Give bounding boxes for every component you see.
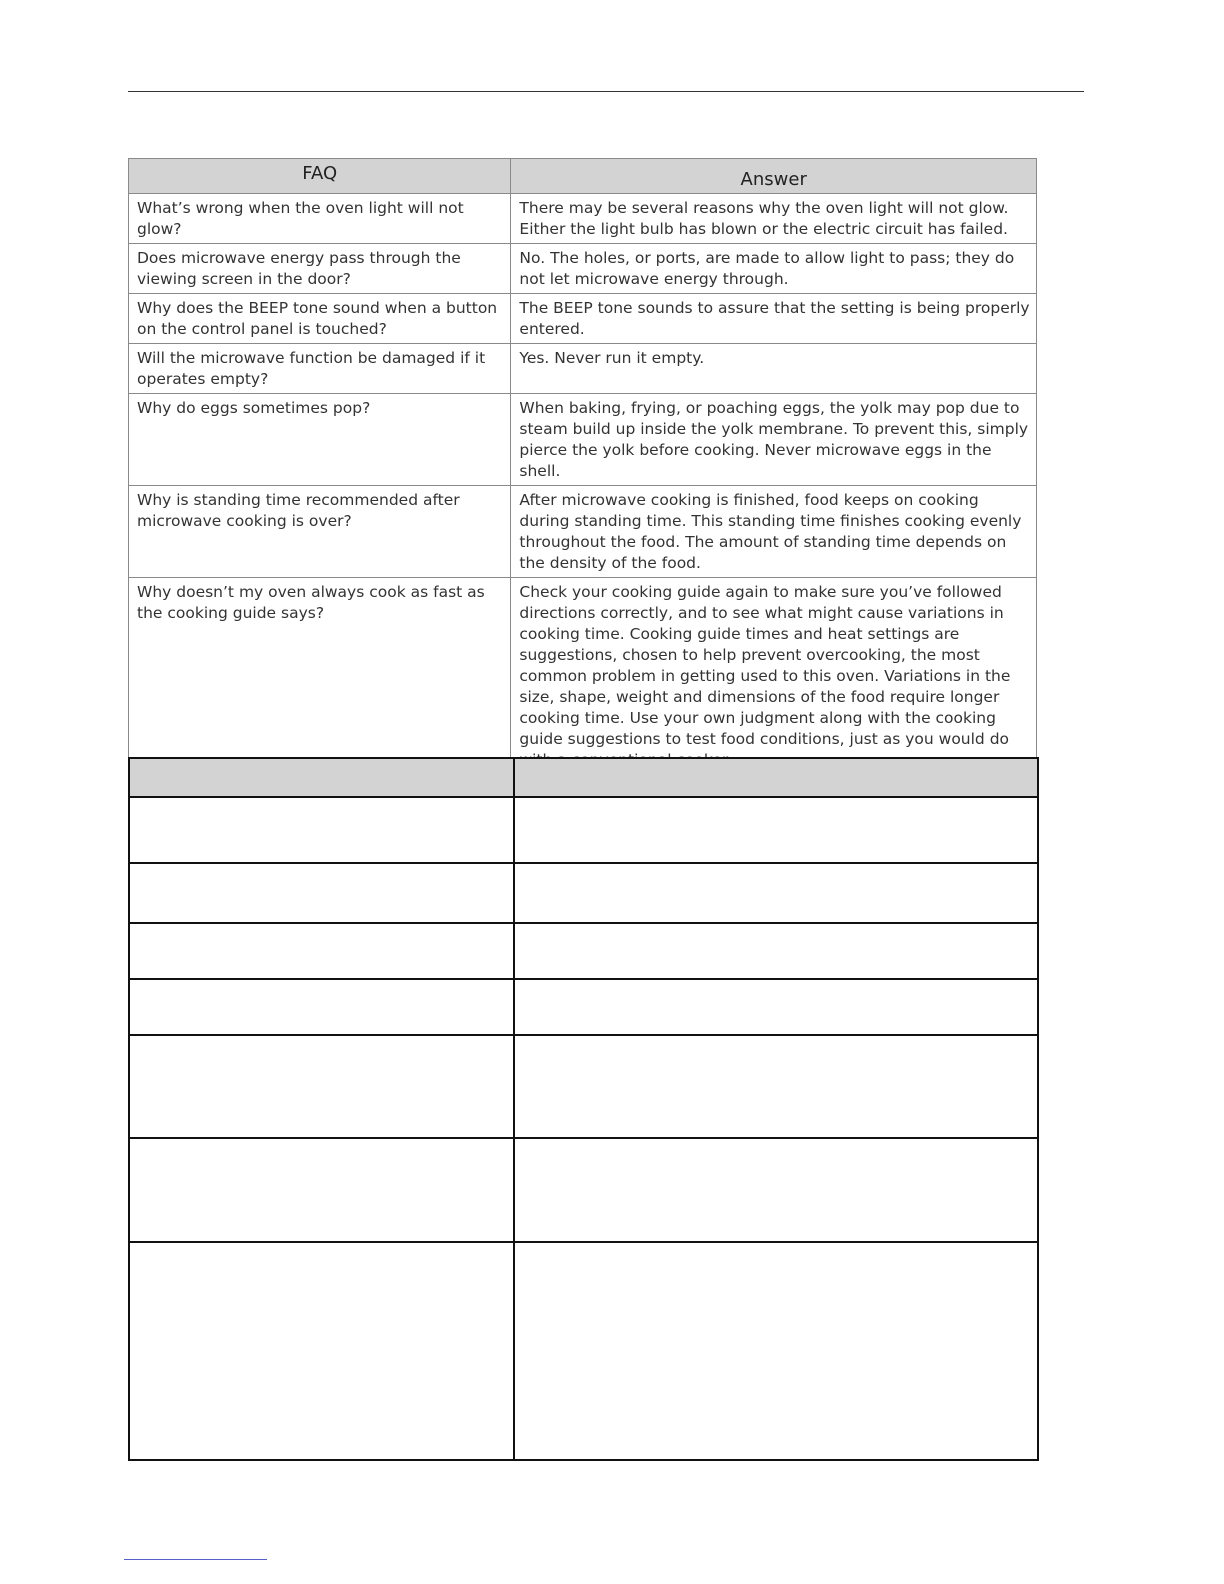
empty-table-header-row (130, 759, 1037, 798)
faq-answer: Check your cooking guide again to make sure you’ve followed directions correctly, and to see what might cause variations in cooking time. Cooking guide times and heat settings are suggestions, chosen to help prevent overcooking, the most common problem in getting used to this oven. Variations in the size, shape, weight and dimensions of the food require longer cooking time. Use your own judgment along with the cooking guide suggestions to test food conditions, just as you would do (511, 578, 1037, 775)
faq-header-row (129, 159, 1037, 194)
empty-table (128, 757, 1039, 1461)
faq-answer: Yes. Never run it empty. (511, 344, 1037, 394)
empty-table-row (130, 1036, 1037, 1139)
table-row (129, 344, 1037, 394)
table-row (129, 244, 1037, 294)
faq-column-header: FAQ (129, 159, 511, 194)
faq-question: Will the microwave function be damaged if it operates empty? (129, 344, 511, 394)
faq-answer: The BEEP tone sounds to assure that the setting is being properly entered. (511, 294, 1037, 344)
faq-question: Why does the BEEP tone sound when a button on the control panel is touched? (129, 294, 511, 344)
answer-column-header: Answer (511, 159, 1037, 194)
faq-answer: When baking, frying, or poaching eggs, the yolk may pop due to steam build up inside the yolk membrane. To prevent this, simply pierce the yolk before cooking. Never microwave eggs in the shell. (511, 394, 1037, 486)
empty-table-row (130, 924, 1037, 980)
empty-table-row (130, 980, 1037, 1036)
faq-answer: After microwave cooking is finished, food keeps on cooking during standing time. This standing time finishes cooking evenly throughout the food. The amount of standing time depends on the density of the food. (511, 486, 1037, 578)
faq-answer: No. The holes, or ports, are made to allow light to pass; they do not let microwave energy through. (511, 244, 1037, 294)
faq-question: Why do eggs sometimes pop? (129, 394, 511, 486)
faq-question: Why doesn’t my oven always cook as fast as the cooking guide says? (129, 578, 511, 775)
empty-table-row (130, 798, 1037, 864)
empty-table-row (130, 1243, 1037, 1459)
table-row (129, 294, 1037, 344)
footnote-rule (124, 1559, 267, 1560)
table-row (129, 394, 1037, 486)
empty-table-row (130, 1139, 1037, 1243)
table-row (129, 486, 1037, 578)
faq-question: What’s wrong when the oven light will not glow? (129, 194, 511, 244)
empty-table-row (130, 864, 1037, 924)
table-row (129, 578, 1037, 775)
table-row (129, 194, 1037, 244)
empty-table-column-divider (513, 759, 515, 1459)
faq-question: Does microwave energy pass through the viewing screen in the door? (129, 244, 511, 294)
faq-answer: There may be several reasons why the oven light will not glow. Either the light bulb has blown or the electric circuit has failed. (511, 194, 1037, 244)
faq-table (128, 158, 1037, 775)
header-rule (128, 91, 1084, 92)
faq-question: Why is standing time recommended after microwave cooking is over? (129, 486, 511, 578)
